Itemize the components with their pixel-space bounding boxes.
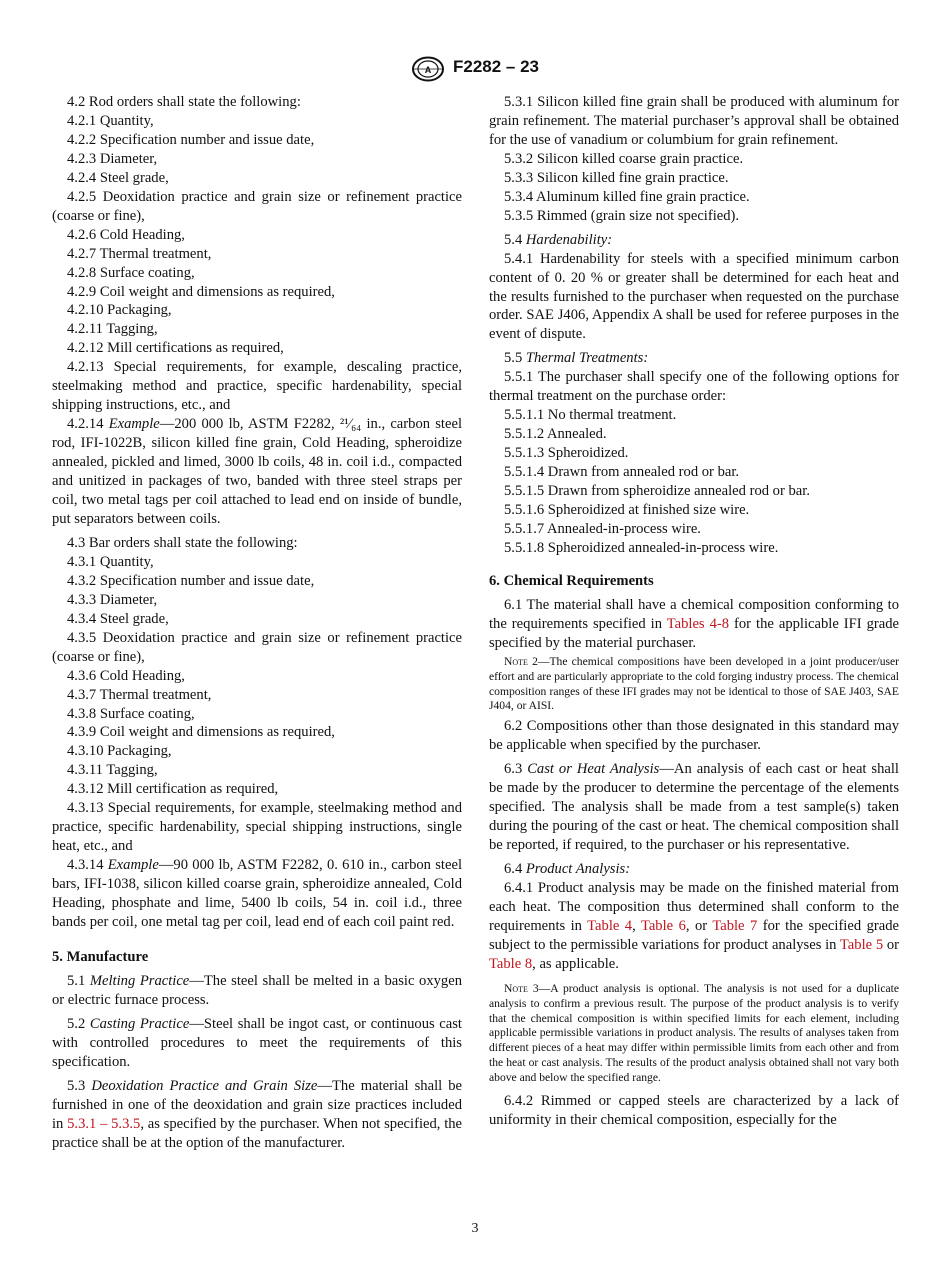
left-column	[52, 93, 462, 1152]
para-5-1: 5.1 Melting Practice—The steel shall be melted in a basic oxygen or electric furnace process.	[52, 972, 462, 1008]
list-item: 4.2.8 Surface coating,	[67, 264, 195, 281]
para-5-3-1: 5.3.1 Silicon killed fine grain shall be produced with aluminum for grain refinement. The material purchaser’s approval shall be obtained for the use of vanadium or columbium for grain refinement.	[489, 94, 899, 148]
para-6-4-2: 6.4.2 Rimmed or capped steels are characterized by a lack of uniformity in their chemical composition, especially for the	[489, 1093, 899, 1128]
list-item: 5.5.1.6 Spheroidized at finished size wire.	[504, 502, 750, 519]
section-heading-6: 6. Chemical Requirements	[489, 572, 654, 589]
example-4-2-14: 4.2.14 Example—200 000 lb, ASTM F2282, ²¹⁄₆₄ in., carbon steel rod, IFI-1022B, silicon killed fine grain, Cold Heading, spheroidize annealed, pickled and limed, 3000 lb coils, 48 in. coil i.d., compacted and unitized in packages of two, banded with three steel straps per coil, two metal tags per coil attached to lead end on inside of bundle, put separators between coils.	[52, 416, 462, 527]
list-item: 4.2.9 Coil weight and dimensions as required,	[67, 283, 335, 300]
right-column	[489, 93, 899, 1130]
list-item: 4.3.1 Quantity,	[67, 553, 154, 570]
list-item: 5.5.1.8 Spheroidized annealed-in-process wire.	[504, 539, 779, 556]
svg-text:A: A	[424, 65, 432, 75]
list-item: 4.2.11 Tagging,	[67, 321, 158, 338]
example-4-3-14: 4.3.14 Example—90 000 lb, ASTM F2282, 0. 610 in., carbon steel bars, IFI-1038, silicon killed coarse grain, spheroidize annealed, Cold Heading, phosphate and lime, 5400 lb coils, 54 in. coil i.d., three bands per coil, one metal tag per coil, lead end of each coil paint red.	[52, 857, 462, 930]
list-item: 4.3.7 Thermal treatment,	[67, 686, 212, 703]
list-item: 4.3.9 Coil weight and dimensions as required,	[67, 724, 335, 741]
list-item: 5.5.1.4 Drawn from annealed rod or bar.	[504, 464, 740, 481]
list-item: 4.3.4 Steel grade,	[67, 610, 169, 627]
para-4-3: 4.3 Bar orders shall state the following:	[67, 534, 298, 551]
list-item: 4.3.12 Mill certification as required,	[67, 781, 279, 798]
link-table-7[interactable]: Table 7	[712, 917, 758, 934]
list-item: 5.5.1.1 No thermal treatment.	[504, 407, 677, 424]
list-item: 4.3.13 Special requirements, for example, steelmaking method and practice, specific hardenability, special shipping instructions, single heat, etc., and	[52, 800, 462, 855]
list-item: 5.3.4 Aluminum killed fine grain practice.	[504, 188, 750, 205]
para-6-2: 6.2 Compositions other than those designated in this standard may be applicable when specified by the purchaser.	[489, 718, 899, 754]
para-6-4: 6.4 Product Analysis:	[504, 860, 631, 877]
list-item: 4.3.6 Cold Heading,	[67, 667, 185, 684]
list-item: 4.2.6 Cold Heading,	[67, 226, 185, 243]
link-table-4[interactable]: Table 4	[587, 917, 633, 934]
list-item: 5.3.5 Rimmed (grain size not specified).	[504, 207, 740, 224]
note-2: Note 2—The chemical compositions have been developed in a joint producer/user effort and are particularly appropriate to the cold forging industry process. The chemical composition ranges of these IFI grades may not be identical to those of SAE J403, SAE J404, or AISI.	[489, 654, 900, 713]
link-table-8[interactable]: Table 8	[489, 955, 533, 972]
list-item: 4.2.7 Thermal treatment,	[67, 245, 212, 262]
list-item: 4.2.5 Deoxidation practice and grain size or refinement practice (coarse or fine),	[52, 188, 462, 224]
list-item: 5.5.1.7 Annealed-in-process wire.	[504, 520, 701, 537]
list-item: 4.2.1 Quantity,	[67, 112, 154, 129]
link-table-6[interactable]: Table 6	[640, 917, 686, 934]
list-item: 4.3.5 Deoxidation practice and grain size or refinement practice (coarse or fine),	[52, 629, 462, 665]
document-id: F2282 – 23	[453, 57, 540, 76]
page-number: 3	[471, 1221, 479, 1236]
link-tables-4-8[interactable]: Tables 4-8	[666, 615, 730, 632]
list-item: 4.3.2 Specification number and issue date,	[67, 572, 315, 589]
list-item: 4.3.11 Tagging,	[67, 762, 158, 779]
list-item: 5.5.1.5 Drawn from spheroidize annealed rod or bar.	[504, 483, 810, 500]
list-item: 5.3.3 Silicon killed fine grain practice.	[504, 169, 729, 186]
page-header	[0, 56, 950, 84]
list-item: 4.3.10 Packaging,	[67, 743, 172, 760]
astm-logo-icon	[411, 56, 445, 82]
para-5-4-1: 5.4.1 Hardenability for steels with a specified minimum carbon content of 0. 20 % or greater shall be determined for each heat and the results furnished to the purchaser when requested on the purchase order. SAE J406, Appendix A shall be used for referee purposes in the event of dispute.	[489, 250, 899, 343]
para-4-2: 4.2 Rod orders shall state the following:	[67, 94, 301, 110]
para-5-2: 5.2 Casting Practice—Steel shall be ingot cast, or continuous cast with controlled procedures to meet the requirements of this specification.	[52, 1015, 462, 1070]
link-table-5[interactable]: Table 5	[839, 936, 884, 953]
list-item: 5.3.2 Silicon killed coarse grain practice.	[504, 150, 744, 167]
list-item: 4.2.4 Steel grade,	[67, 169, 169, 186]
para-6-3: 6.3 Cast or Heat Analysis—An analysis of each cast or heat shall be made by the producer to determine the percentage of the elements specified. The analysis shall be made from a test sample(s) taken during the pouring of the cast or heat. The chemical composition shall be reported, if required, to the purchaser or his representative.	[489, 761, 899, 854]
link-5-3-range[interactable]: 5.3.1 – 5.3.5	[67, 1115, 141, 1132]
para-6-4-1: 6.4.1 Product analysis may be made on the finished material from each heat. The composition thus determined shall conform to the requirements in Table 4, Table 6, or Table 7 for the specified grade subject to the permissible variations for product analyses in Table 5 or Table 8, as applicable.	[489, 879, 899, 972]
list-item: 4.3.8 Surface coating,	[67, 705, 195, 722]
para-5-3: 5.3 Deoxidation Practice and Grain Size—The material shall be furnished in one of the deoxidation and grain size practices included in 5.3.1 – 5.3.5, as specified by the purchaser. When not specified, the practice shall be at the option of the manufacturer.	[52, 1077, 463, 1151]
list-item: 4.2.12 Mill certifications as required,	[67, 340, 284, 357]
list-item: 4.2.10 Packaging,	[67, 302, 172, 319]
para-5-5-1: 5.5.1 The purchaser shall specify one of the following options for thermal treatment on the purchase order:	[489, 369, 899, 405]
list-item: 5.5.1.3 Spheroidized.	[504, 445, 629, 462]
section-heading-5: 5. Manufacture	[52, 948, 149, 965]
list-item: 4.2.3 Diameter,	[67, 150, 158, 167]
para-5-5: 5.5 Thermal Treatments:	[504, 350, 649, 367]
list-item: 4.2.2 Specification number and issue date,	[67, 131, 315, 148]
list-item: 4.2.13 Special requirements, for example, descaling practice, steelmaking method and practice, specific hardenability, special shipping instructions, etc., and	[52, 359, 462, 414]
para-6-1: 6.1 The material shall have a chemical composition conforming to the requirements specified in Tables 4-8 for the applicable IFI grade specified by the material purchaser.	[489, 596, 900, 651]
note-3: Note 3—A product analysis is optional. The analysis is not used for a duplicate analysis to confirm a previous result. The purpose of the product analysis is to verify that the chemical composition is within specified limits for each element, including applicable permissible variations in product analysis. The results of analyses taken from different pieces of a heat may differ within permissible limits from each other and from the heat or cast analysis. The results of the product analysis obtained shall not vary both above and below the specified range.	[489, 981, 900, 1085]
para-5-4: 5.4 Hardenability:	[504, 231, 613, 248]
list-item: 5.5.1.2 Annealed.	[504, 426, 607, 443]
list-item: 4.3.3 Diameter,	[67, 591, 158, 608]
